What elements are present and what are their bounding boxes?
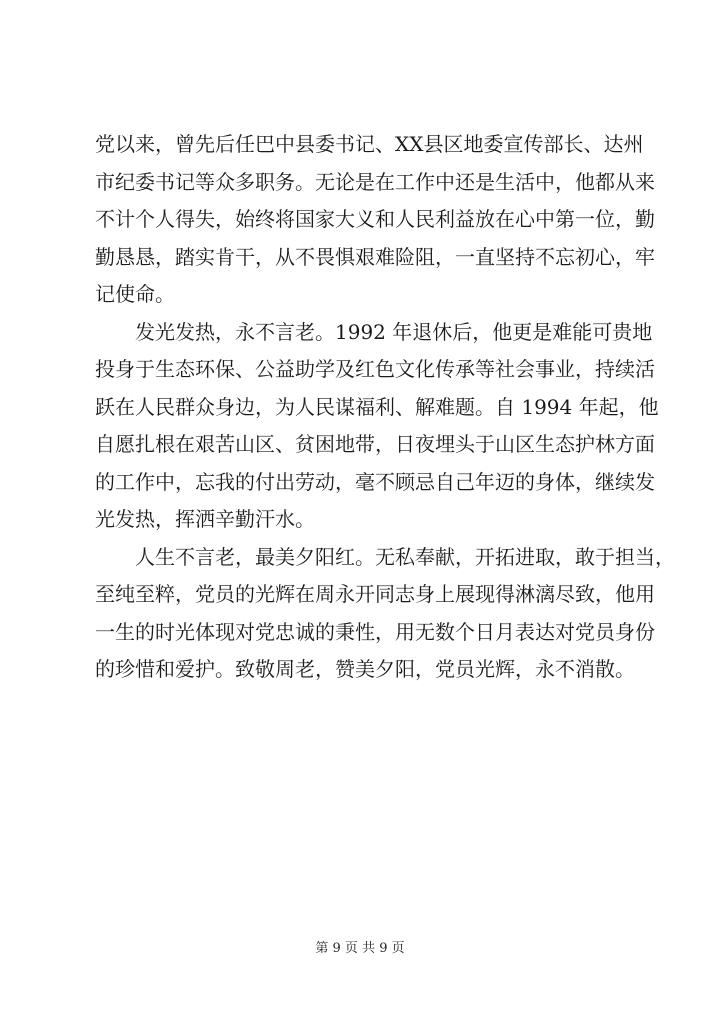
- text-line: 跃在人民群众身边，为人民谋福利、解难题。自 1994 年起，他: [95, 394, 659, 419]
- paragraph-2: [95, 314, 659, 539]
- text-line: 一生的时光体现对党忠诚的秉性，用无数个日月表达对党员身份: [95, 619, 655, 644]
- text-line: 发光发热，永不言老。1992 年退休后，他更是难能可贵地: [135, 319, 653, 344]
- text-line: 记使命。: [95, 282, 175, 306]
- page-number-label: 第 9 页 共 9 页: [315, 941, 405, 956]
- text-line: 人生不言老，最美夕阳红。无私奉献，开拓进取，敢于担当，: [135, 544, 675, 569]
- page-footer: [0, 940, 720, 958]
- text-line: 不计个人得失，始终将国家大义和人民利益放在心中第一位，勤: [95, 207, 655, 231]
- text-line: 光发热，挥洒辛勤汗水。: [95, 507, 315, 531]
- paragraph-3: [95, 539, 675, 689]
- document-body: [95, 126, 675, 689]
- paragraph-1: [95, 126, 655, 314]
- text-line: 的珍惜和爱护。致敬周老，赞美夕阳，党员光辉，永不消散。: [95, 657, 635, 681]
- text-line: 市纪委书记等众多职务。无论是在工作中还是生活中，他都从来: [95, 169, 655, 194]
- text-line: 自愿扎根在艰苦山区、贫困地带，日夜埋头于山区生态护林方面: [95, 432, 655, 456]
- text-line: 的工作中，忘我的付出劳动，毫不顾忌自己年迈的身体，继续发: [95, 469, 655, 494]
- text-line: 党以来，曾先后任巴中县委书记、XX县区地委宣传部长、达州: [95, 132, 644, 156]
- text-line: 至纯至粹，党员的光辉在周永开同志身上展现得淋漓尽致，他用: [95, 582, 655, 606]
- text-line: 勤恳恳，踏实肯干，从不畏惧艰难险阻，一直坚持不忘初心，牢: [95, 244, 655, 269]
- text-line: 投身于生态环保、公益助学及红色文化传承等社会事业，持续活: [95, 357, 655, 381]
